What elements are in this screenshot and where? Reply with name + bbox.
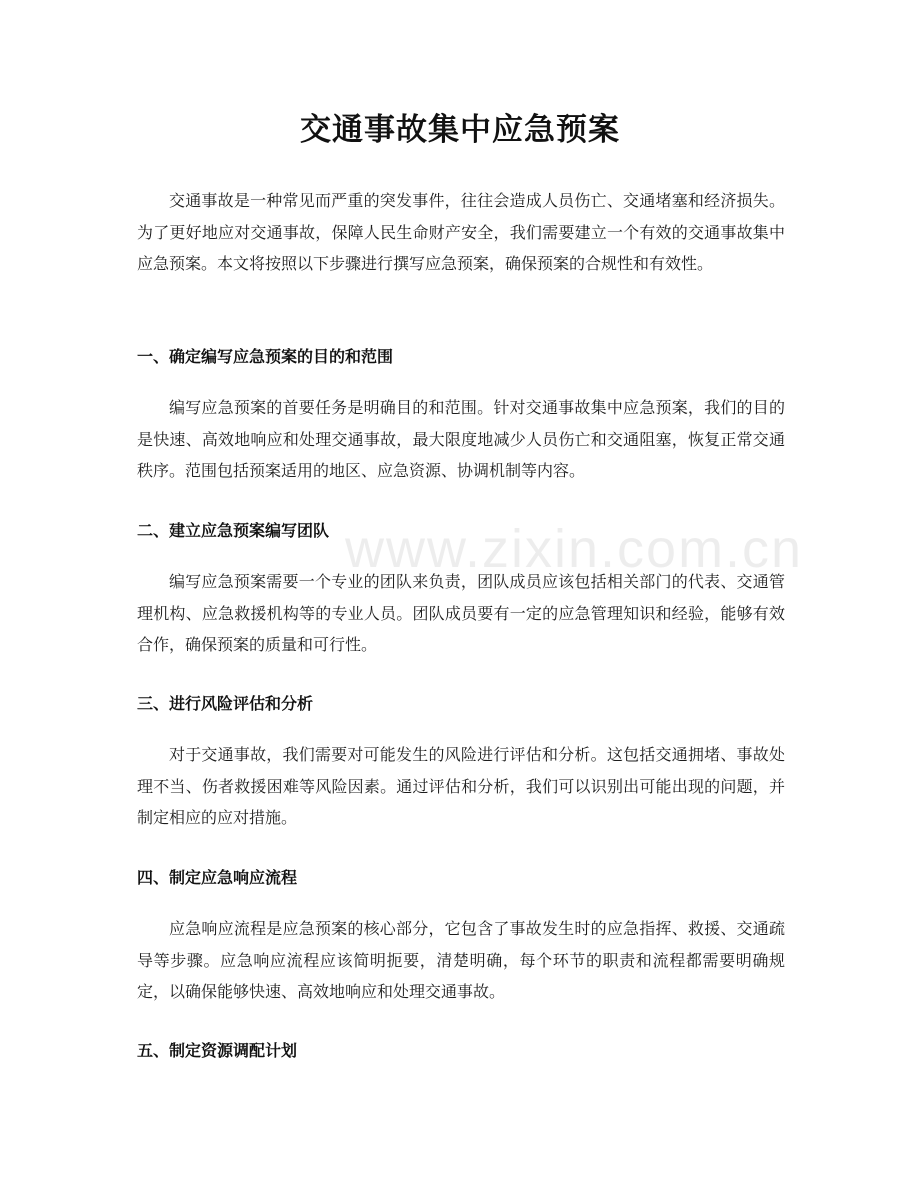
watermark: www.zixin.com.cn bbox=[345, 519, 804, 579]
section-2-heading: 二、建立应急预案编写团队 bbox=[137, 521, 330, 540]
section-3-body: 对于交通事故，我们需要对可能发生的风险进行评估和分析。这包括交通拥堵、事故处理不当、伤者救援困难等风险因素。通过评估和分析，我们可以识别出可能出现的问题，并制定相应的应对措施。 bbox=[137, 745, 785, 827]
section-1-body: 编写应急预案的首要任务是明确目的和范围。针对交通事故集中应急预案，我们的目的是快速、高效地响应和处理交通事故，最大限度地减少人员伤亡和交通阻塞，恢复正常交通秩序。范围包括预案适用的地区、应急资源、协调机制等内容。 bbox=[137, 398, 785, 480]
section-4-body: 应急响应流程是应急预案的核心部分，它包含了事故发生时的应急指挥、救援、交通疏导等步骤。应急响应流程应该简明扼要，清楚明确，每个环节的职责和流程都需要明确规定，以确保能够快速、高效地响应和处理交通事故。 bbox=[137, 919, 785, 1001]
section-1-heading: 一、确定编写应急预案的目的和范围 bbox=[137, 347, 394, 366]
section-4-heading: 四、制定应急响应流程 bbox=[137, 868, 298, 887]
section-2-body: 编写应急预案需要一个专业的团队来负责，团队成员应该包括相关部门的代表、交通管理机构、应急救援机构等的专业人员。团队成员要有一定的应急管理知识和经验，能够有效合作，确保预案的质量和可行性。 bbox=[137, 572, 785, 654]
section-5-heading: 五、制定资源调配计划 bbox=[137, 1041, 298, 1060]
intro-paragraph: 交通事故是一种常见而严重的突发事件，往往会造成人员伤亡、交通堵塞和经济损失。为了更好地应对交通事故，保障人民生命财产安全，我们需要建立一个有效的交通事故集中应急预案。本文将按照以下步骤进行撰写应急预案，确保预案的合规性和有效性。 bbox=[137, 191, 785, 273]
section-3-heading: 三、进行风险评估和分析 bbox=[137, 694, 314, 713]
document-title: 交通事故集中应急预案 bbox=[300, 112, 620, 148]
